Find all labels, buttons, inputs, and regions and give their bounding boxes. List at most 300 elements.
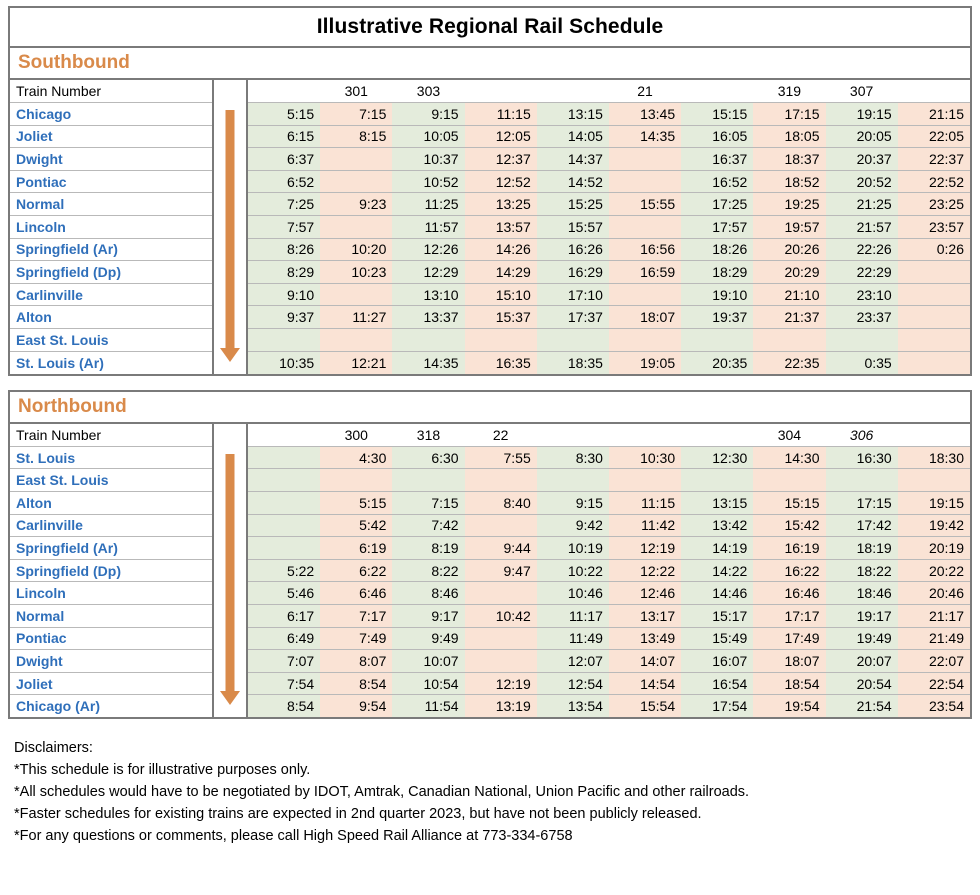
table-row (248, 604, 970, 627)
northbound-time-cell (609, 469, 681, 492)
northbound-time-cell: 6:17 (248, 604, 320, 627)
northbound-station-name: Lincoln (10, 582, 212, 605)
southbound-time-cell (609, 283, 681, 306)
northbound-time-cell (465, 469, 537, 492)
southbound-station-name: St. Louis (Ar) (16, 354, 104, 371)
schedule-page (0, 6, 980, 895)
northbound-heading: Northbound (10, 392, 970, 424)
northbound-station-name: St. Louis (10, 446, 212, 469)
southbound-time-cell (320, 216, 392, 239)
northbound-station-name: Pontiac (10, 627, 212, 650)
southbound-time-cell: 19:10 (681, 283, 753, 306)
southbound-time-cell: 18:05 (753, 125, 825, 148)
southbound-train-number (681, 80, 753, 103)
northbound-time-cell (392, 469, 464, 492)
northbound-time-cell: 13:19 (465, 695, 537, 718)
table-row (248, 125, 970, 148)
southbound-time-cell (898, 329, 970, 352)
northbound-time-cell: 20:46 (898, 582, 970, 605)
southbound-time-cell: 0:35 (826, 351, 898, 374)
northbound-time-cell: 7:15 (392, 492, 464, 515)
northbound-time-cell: 7:17 (320, 604, 392, 627)
northbound-time-cell: 8:07 (320, 650, 392, 673)
northbound-time-cell: 9:15 (537, 492, 609, 515)
table-row (10, 650, 212, 673)
southbound-time-cell: 0:26 (898, 238, 970, 261)
northbound-time-cell (248, 492, 320, 515)
southbound-time-cell (826, 329, 898, 352)
northbound-time-cell: 5:22 (248, 559, 320, 582)
southbound-time-cell: 7:25 (248, 193, 320, 216)
southbound-time-cell: 18:35 (537, 351, 609, 374)
northbound-time-cell: 17:42 (826, 514, 898, 537)
northbound-time-cell: 11:49 (537, 627, 609, 650)
southbound-time-cell: 13:45 (609, 103, 681, 126)
southbound-time-cell: 19:05 (609, 351, 681, 374)
table-row (10, 446, 212, 469)
northbound-time-cell: 12:19 (465, 672, 537, 695)
southbound-time-cell: 14:35 (392, 351, 464, 374)
southbound-time-cell: 23:37 (826, 306, 898, 329)
northbound-time-cell: 21:49 (898, 627, 970, 650)
northbound-station-name: Springfield (Dp) (10, 559, 212, 582)
southbound-direction-column (214, 80, 248, 374)
southbound-time-cell: 8:29 (248, 261, 320, 284)
northbound-time-cell: 12:30 (681, 446, 753, 469)
southbound-time-cell: 20:35 (681, 351, 753, 374)
table-row (248, 306, 970, 329)
northbound-time-cell: 14:46 (681, 582, 753, 605)
southbound-time-cell: 22:26 (826, 238, 898, 261)
table-row (10, 329, 212, 352)
southbound-time-cell: 13:57 (465, 216, 537, 239)
northbound-time-cell (681, 469, 753, 492)
northbound-time-cell: 15:54 (609, 695, 681, 718)
northbound-time-cell: 10:54 (392, 672, 464, 695)
disclaimers-heading: Disclaimers: (14, 740, 93, 757)
southbound-station-name: East St. Louis (10, 329, 212, 352)
southbound-time-cell: 23:25 (898, 193, 970, 216)
northbound-time-cell (320, 469, 392, 492)
southbound-time-cell: 20:37 (826, 148, 898, 171)
northbound-time-cell (465, 514, 537, 537)
table-row (248, 329, 970, 352)
northbound-time-cell (826, 469, 898, 492)
northbound-section (8, 390, 972, 720)
table-row (10, 193, 212, 216)
southbound-stations-table (10, 80, 212, 374)
northbound-station-name: Joliet (10, 672, 212, 695)
southbound-time-cell: 12:26 (392, 238, 464, 261)
southbound-time-cell: 14:37 (537, 148, 609, 171)
northbound-time-cell: 9:42 (537, 514, 609, 537)
northbound-station-name: East St. Louis (10, 469, 212, 492)
southbound-time-cell: 22:35 (753, 351, 825, 374)
northbound-time-cell: 18:07 (753, 650, 825, 673)
northbound-time-cell: 20:54 (826, 672, 898, 695)
southbound-time-cell (537, 329, 609, 352)
southbound-time-cell: 23:10 (826, 283, 898, 306)
northbound-time-cell: 8:19 (392, 537, 464, 560)
southbound-time-cell: 17:57 (681, 216, 753, 239)
southbound-time-cell (609, 148, 681, 171)
southbound-time-cell: 12:52 (465, 170, 537, 193)
northbound-time-cell: 7:42 (392, 514, 464, 537)
northbound-direction-column (214, 424, 248, 718)
southbound-time-cell: 14:52 (537, 170, 609, 193)
table-row (248, 261, 970, 284)
southbound-time-cell: 7:57 (248, 216, 320, 239)
northbound-station-name: Springfield (Ar) (10, 537, 212, 560)
southbound-time-cell: 20:29 (753, 261, 825, 284)
northbound-time-cell: 8:54 (248, 695, 320, 718)
down-arrow-icon (225, 110, 235, 362)
southbound-train-number: 319 (753, 80, 825, 103)
table-row (10, 238, 212, 261)
southbound-time-cell: 17:25 (681, 193, 753, 216)
northbound-time-cell: 22:07 (898, 650, 970, 673)
southbound-station-name: Dwight (10, 148, 212, 171)
northbound-time-cell: 17:15 (826, 492, 898, 515)
southbound-time-cell: 15:10 (465, 283, 537, 306)
table-row (10, 125, 212, 148)
northbound-time-cell: 21:54 (826, 695, 898, 718)
southbound-time-cell (898, 261, 970, 284)
southbound-train-number (248, 80, 320, 103)
northbound-time-cell: 7:49 (320, 627, 392, 650)
table-row (10, 695, 212, 718)
southbound-time-cell: 14:29 (465, 261, 537, 284)
northbound-train-number (248, 424, 320, 447)
northbound-time-cell: 13:54 (537, 695, 609, 718)
southbound-time-cell: 16:56 (609, 238, 681, 261)
northbound-time-cell: 10:19 (537, 537, 609, 560)
northbound-time-cell: 11:42 (609, 514, 681, 537)
southbound-time-cell: 22:29 (826, 261, 898, 284)
southbound-time-cell: 21:25 (826, 193, 898, 216)
northbound-time-cell: 8:54 (320, 672, 392, 695)
northbound-time-cell: 10:46 (537, 582, 609, 605)
northbound-time-cell: 9:47 (465, 559, 537, 582)
southbound-time-cell: 14:35 (609, 125, 681, 148)
northbound-time-cell: 10:30 (609, 446, 681, 469)
northbound-time-cell: 6:22 (320, 559, 392, 582)
southbound-section (8, 48, 972, 376)
northbound-time-cell: 20:07 (826, 650, 898, 673)
southbound-time-cell: 12:21 (320, 351, 392, 374)
table-row (10, 492, 212, 515)
disclaimers (14, 737, 966, 847)
northbound-time-cell: 9:54 (320, 695, 392, 718)
northbound-time-cell: 11:17 (537, 604, 609, 627)
southbound-time-cell (320, 329, 392, 352)
northbound-time-cell: 13:17 (609, 604, 681, 627)
northbound-time-cell: 14:30 (753, 446, 825, 469)
southbound-train-number (898, 80, 970, 103)
page-title: Illustrative Regional Rail Schedule (316, 15, 664, 38)
northbound-time-cell: 19:49 (826, 627, 898, 650)
table-row (10, 582, 212, 605)
southbound-time-cell: 9:15 (392, 103, 464, 126)
northbound-time-cell: 11:54 (392, 695, 464, 718)
table-row (248, 672, 970, 695)
northbound-time-cell: 22:54 (898, 672, 970, 695)
southbound-time-cell (898, 283, 970, 306)
southbound-times-column (248, 80, 970, 374)
southbound-time-cell (320, 170, 392, 193)
northbound-time-cell (248, 537, 320, 560)
southbound-schedule (10, 80, 970, 374)
southbound-time-cell: 15:55 (609, 193, 681, 216)
southbound-time-cell (609, 170, 681, 193)
southbound-station-name: Springfield (Dp) (10, 261, 212, 284)
table-row (248, 351, 970, 374)
southbound-time-cell: 10:23 (320, 261, 392, 284)
northbound-time-cell (248, 469, 320, 492)
table-row (248, 514, 970, 537)
northbound-times-column (248, 424, 970, 718)
northbound-time-cell: 8:30 (537, 446, 609, 469)
northbound-time-cell: 20:22 (898, 559, 970, 582)
northbound-train-number: 300 (320, 424, 392, 447)
northbound-time-cell: 14:19 (681, 537, 753, 560)
northbound-time-cell: 10:07 (392, 650, 464, 673)
northbound-time-cell: 6:46 (320, 582, 392, 605)
northbound-time-cell: 8:22 (392, 559, 464, 582)
northbound-time-cell (465, 650, 537, 673)
northbound-time-cell (753, 469, 825, 492)
northbound-time-cell: 15:17 (681, 604, 753, 627)
northbound-time-cell (248, 514, 320, 537)
northbound-time-cell: 6:30 (392, 446, 464, 469)
southbound-time-cell: 10:52 (392, 170, 464, 193)
table-row (248, 216, 970, 239)
northbound-time-cell: 15:49 (681, 627, 753, 650)
table-row (10, 604, 212, 627)
northbound-time-cell: 12:07 (537, 650, 609, 673)
southbound-station-name: Normal (10, 193, 212, 216)
southbound-time-cell: 16:26 (537, 238, 609, 261)
southbound-time-cell: 7:15 (320, 103, 392, 126)
disclaimer-line: *For any questions or comments, please call High Speed Rail Alliance at 773-334-6758 (14, 828, 573, 845)
southbound-time-cell: 21:37 (753, 306, 825, 329)
northbound-time-cell: 9:44 (465, 537, 537, 560)
northbound-time-cell: 10:22 (537, 559, 609, 582)
southbound-time-cell (753, 329, 825, 352)
northbound-time-cell: 13:15 (681, 492, 753, 515)
southbound-time-cell: 21:10 (753, 283, 825, 306)
table-row (10, 283, 212, 306)
table-row (248, 492, 970, 515)
southbound-time-cell: 22:37 (898, 148, 970, 171)
southbound-heading: Southbound (10, 48, 970, 80)
southbound-time-cell: 19:57 (753, 216, 825, 239)
northbound-train-number (681, 424, 753, 447)
southbound-time-cell: 20:05 (826, 125, 898, 148)
southbound-stations-column (10, 80, 214, 374)
northbound-time-cell: 7:07 (248, 650, 320, 673)
southbound-time-cell: 12:29 (392, 261, 464, 284)
northbound-time-cell: 17:54 (681, 695, 753, 718)
southbound-station-name: Lincoln (10, 216, 212, 239)
southbound-time-cell: 6:37 (248, 148, 320, 171)
southbound-time-cell (320, 283, 392, 306)
southbound-time-cell (898, 351, 970, 374)
southbound-time-cell (392, 329, 464, 352)
northbound-train-number (609, 424, 681, 447)
disclaimer-line: *This schedule is for illustrative purposes only. (14, 762, 311, 779)
northbound-time-cell: 4:30 (320, 446, 392, 469)
northbound-time-cell: 7:54 (248, 672, 320, 695)
southbound-time-cell: 18:37 (753, 148, 825, 171)
southbound-time-cell: 16:52 (681, 170, 753, 193)
southbound-time-cell: 8:26 (248, 238, 320, 261)
table-row (248, 103, 970, 126)
southbound-time-cell: 15:15 (681, 103, 753, 126)
northbound-time-cell: 10:42 (465, 604, 537, 627)
down-arrow-icon (225, 454, 235, 706)
disclaimer-line: *Faster schedules for existing trains are expected in 2nd quarter 2023, but have not been publicly released. (14, 806, 702, 823)
southbound-time-cell: 13:10 (392, 283, 464, 306)
northbound-time-cell: 6:49 (248, 627, 320, 650)
southbound-time-cell: 20:26 (753, 238, 825, 261)
southbound-time-cell: 11:15 (465, 103, 537, 126)
southbound-time-cell: 10:20 (320, 238, 392, 261)
northbound-station-name: Normal (10, 604, 212, 627)
southbound-time-cell: 18:29 (681, 261, 753, 284)
table-row (248, 148, 970, 171)
table-row (10, 170, 212, 193)
northbound-station-name: Alton (10, 492, 212, 515)
southbound-time-cell: 17:10 (537, 283, 609, 306)
southbound-time-cell: 12:37 (465, 148, 537, 171)
northbound-time-cell: 5:46 (248, 582, 320, 605)
southbound-times-table (248, 80, 970, 374)
southbound-time-cell (609, 329, 681, 352)
northbound-train-number-header: Train Number (10, 424, 212, 447)
southbound-time-cell: 14:05 (537, 125, 609, 148)
southbound-time-cell: 10:37 (392, 148, 464, 171)
table-row (248, 283, 970, 306)
southbound-time-cell: 19:25 (753, 193, 825, 216)
table-row (248, 695, 970, 718)
southbound-time-cell: 11:25 (392, 193, 464, 216)
southbound-time-cell (609, 216, 681, 239)
northbound-stations-table (10, 424, 212, 718)
southbound-time-cell: 16:35 (465, 351, 537, 374)
northbound-time-cell: 19:54 (753, 695, 825, 718)
northbound-train-number: 22 (465, 424, 537, 447)
northbound-time-cell: 5:15 (320, 492, 392, 515)
southbound-time-cell: 15:57 (537, 216, 609, 239)
southbound-time-cell: 17:15 (753, 103, 825, 126)
northbound-time-cell: 19:17 (826, 604, 898, 627)
northbound-time-cell: 19:42 (898, 514, 970, 537)
southbound-station-name: Pontiac (10, 170, 212, 193)
southbound-time-cell: 9:10 (248, 283, 320, 306)
northbound-time-cell (248, 446, 320, 469)
northbound-time-cell: 12:54 (537, 672, 609, 695)
northbound-time-cell: 19:15 (898, 492, 970, 515)
southbound-time-cell: 6:52 (248, 170, 320, 193)
southbound-train-number (537, 80, 609, 103)
table-row (248, 650, 970, 673)
northbound-schedule (10, 424, 970, 718)
southbound-time-cell: 10:05 (392, 125, 464, 148)
northbound-time-cell: 14:22 (681, 559, 753, 582)
northbound-time-cell: 17:49 (753, 627, 825, 650)
northbound-time-cell: 20:19 (898, 537, 970, 560)
northbound-time-cell: 17:17 (753, 604, 825, 627)
table-row (10, 537, 212, 560)
southbound-time-cell: 16:59 (609, 261, 681, 284)
southbound-time-cell: 21:15 (898, 103, 970, 126)
southbound-train-number: 303 (392, 80, 464, 103)
table-row (10, 306, 212, 329)
table-row (248, 537, 970, 560)
disclaimer-line: *All schedules would have to be negotiated by IDOT, Amtrak, Canadian National, Union Pacific and other railroads. (14, 784, 750, 801)
northbound-time-cell: 13:42 (681, 514, 753, 537)
northbound-time-cell: 8:46 (392, 582, 464, 605)
southbound-time-cell: 23:57 (898, 216, 970, 239)
southbound-time-cell: 22:05 (898, 125, 970, 148)
table-row (10, 627, 212, 650)
northbound-time-cell (465, 627, 537, 650)
northbound-train-number (898, 424, 970, 447)
southbound-time-cell: 11:57 (392, 216, 464, 239)
table-row (248, 193, 970, 216)
southbound-time-cell: 13:37 (392, 306, 464, 329)
southbound-time-cell: 19:37 (681, 306, 753, 329)
table-row (10, 469, 212, 492)
southbound-time-cell (320, 148, 392, 171)
southbound-time-cell: 13:15 (537, 103, 609, 126)
table-row (10, 514, 212, 537)
southbound-time-cell (898, 306, 970, 329)
southbound-time-cell: 18:52 (753, 170, 825, 193)
southbound-time-cell: 18:26 (681, 238, 753, 261)
southbound-station-name: Carlinville (10, 283, 212, 306)
southbound-time-cell: 10:35 (248, 351, 320, 374)
southbound-time-cell: 13:25 (465, 193, 537, 216)
table-row (248, 469, 970, 492)
table-row (10, 148, 212, 171)
northbound-train-number: 304 (753, 424, 825, 447)
southbound-time-cell: 16:05 (681, 125, 753, 148)
southbound-station-name: Springfield (Ar) (10, 238, 212, 261)
southbound-time-cell: 8:15 (320, 125, 392, 148)
southbound-time-cell: 14:26 (465, 238, 537, 261)
table-row (248, 238, 970, 261)
northbound-station-name: Carlinville (10, 514, 212, 537)
northbound-time-cell: 16:30 (826, 446, 898, 469)
northbound-time-cell: 9:17 (392, 604, 464, 627)
southbound-train-number: 307 (826, 80, 898, 103)
northbound-time-cell: 12:19 (609, 537, 681, 560)
southbound-time-cell: 15:25 (537, 193, 609, 216)
northbound-train-number: 318 (392, 424, 464, 447)
southbound-time-cell (681, 329, 753, 352)
northbound-time-cell: 15:15 (753, 492, 825, 515)
southbound-time-cell: 21:57 (826, 216, 898, 239)
northbound-time-cell: 6:19 (320, 537, 392, 560)
southbound-time-cell: 5:15 (248, 103, 320, 126)
northbound-station-name: Dwight (10, 650, 212, 673)
southbound-time-cell: 16:37 (681, 148, 753, 171)
southbound-time-cell: 18:07 (609, 306, 681, 329)
southbound-train-number (465, 80, 537, 103)
northbound-time-cell: 21:17 (898, 604, 970, 627)
